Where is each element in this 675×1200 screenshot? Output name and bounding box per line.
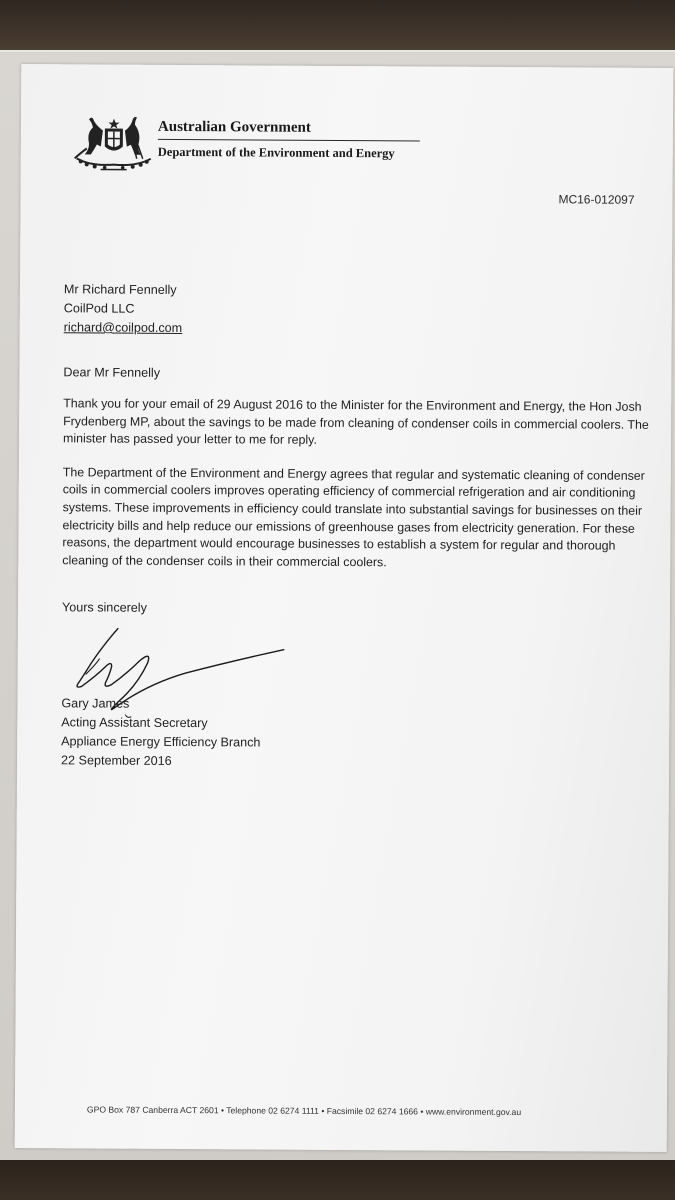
reference-number: MC16-012097 [558,192,635,207]
recipient-name: Mr Richard Fennelly [63,282,177,297]
recipient-address [64,280,183,338]
signer-block [61,694,261,771]
salutation: Dear Mr Fennelly [63,365,161,380]
letter-date: 22 September 2016 [61,753,172,768]
recipient-company: CoilPod LLC [63,301,135,316]
signer-name: Gary James [61,696,130,711]
letter-page [15,64,674,1152]
body-paragraph: Thank you for your email of 29 August 2016 to the Minister for the Environment and Energy, the Hon Josh Frydenberg MP, about the savings to be made from cleaning of condenser coils in commercial coolers. The minister has passed your letter to me for reply. [62,396,649,448]
countertop-bottom [0,1160,675,1200]
department-name: Department of the Environment and Energy [157,144,395,161]
signer-branch: Appliance Energy Efficiency Branch [61,734,261,750]
footer-contact: GPO Box 787 Canberra ACT 2601 • Telephone 02 6274 1111 • Facsimile 02 6274 1666 • www.environment.gov.au [86,1104,522,1118]
closing: Yours sincerely [61,600,147,615]
letter-body [62,395,658,589]
coat-of-arms-icon [71,114,155,173]
recipient-email-link[interactable]: richard@coilpod.com [63,320,183,336]
body-paragraph: The Department of the Environment and Energy agrees that regular and systematic cleaning of condenser coils in commercial coolers improves operating efficiency of commercial refrigeration and air conditioning systems. These improvements in efficiency could translate into substantial savings for businesses on their electricity bills and help reduce our emissions of greenhouse gases from electricity generation. For these reasons, the department would encourage businesses to establish a system for regular and thorough cleaning of the condenser coils in their commercial coolers. [62,465,645,570]
signer-title: Acting Assistant Secretary [61,715,208,731]
letterhead-rule [158,139,420,142]
government-name: Australian Government [157,118,311,136]
